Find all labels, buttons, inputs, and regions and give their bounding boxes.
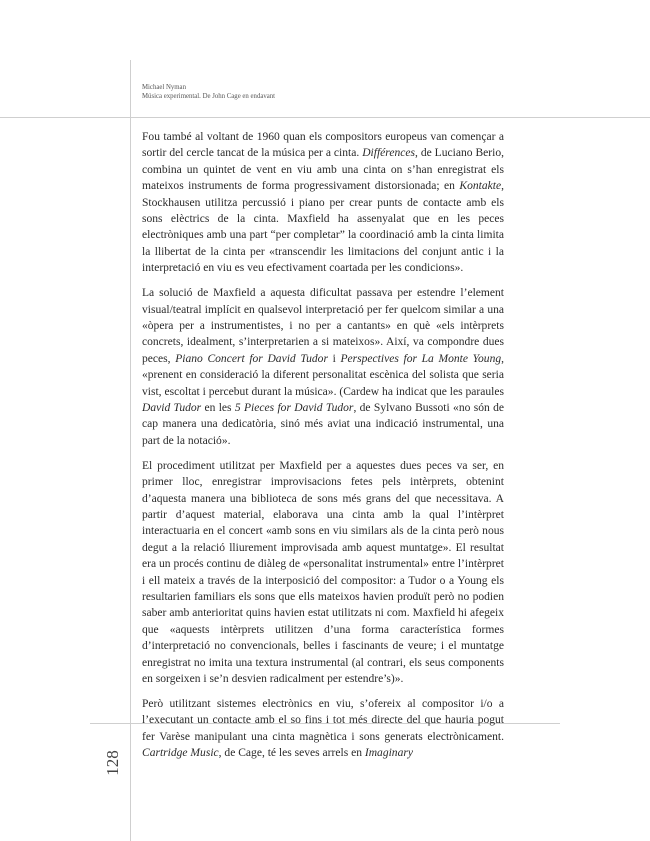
text-run: , de Luciano Berio, combina un quintet de vent en viu amb una cinta on s’han enregistrat els mateixos instruments de forma progressivament distorsionada; en (142, 147, 504, 193)
text-run: i (327, 352, 341, 365)
paragraph (142, 458, 504, 688)
italic-title: Imaginary (364, 747, 413, 760)
italic-title: David Tudor (142, 402, 202, 414)
text-run: en les (201, 402, 235, 414)
paragraph (142, 285, 504, 449)
italic-title: Perspectives for La Monte Young (340, 352, 502, 365)
paragraph (142, 696, 504, 762)
italic-title: Piano Concert for David Tudor (175, 352, 328, 365)
text-run: Fou també al voltant de 1960 quan els compositors europeus van començar a sortir del cercle tancat de la música per a cinta. (142, 131, 504, 160)
italic-title: Cartridge Music (142, 747, 219, 760)
text-run: , Stockhausen utilitza percussió i piano per crear punts de contacte amb els sons elèctrics de la cinta. Maxfield ha assenyalat que en les peces electròniques amb una part “per completar” la coordinació amb la cinta limita la llibertat de la cinta per «transcendir les limitacions del conjunt antic i la interpretació en viu es veu efectivament coartada per les condicions». (142, 180, 504, 275)
running-head-author: Michael Nyman (142, 84, 186, 91)
text-run: , de Cage, té les seves arrels en (218, 747, 365, 760)
margin-rule (130, 84, 131, 841)
running-head-title: Música experimental. De John Cage en endavant (142, 93, 276, 100)
italic-title: 5 Pieces for David Tudor (234, 402, 354, 414)
page-number: 128 (103, 750, 122, 776)
text-run: Però utilitzant sistemes electrònics en viu, s’ofereix al compositor i/o a l’executant un contacte amb el so fins i tot més directe del que hauria pogut fer Varèse manipulant una cinta magnètica i sons generats electrònicament. (142, 697, 504, 743)
body-text (142, 129, 504, 770)
running-head (142, 83, 275, 101)
text-run: , «prenent en consideració la diferent personalitat escènica del solista que seria vist, escoltat i percebut durant la música». (Cardew ha indicat que les paraules (142, 352, 505, 398)
italic-title: Kontakte (459, 180, 502, 193)
text-run: , de Sylvano Bussoti «no són de cap manera una dedicatòria, sinó més aviat una indicació instrumental, una part de la notació». (142, 402, 504, 447)
italic-title: Différences (362, 147, 415, 160)
text-run: La solució de Maxfield a aquesta dificultat passava per estendre l’element visual/teatral implícit en qualsevol interpretació per fer quelcom similar a una «òpera per a instrumentistes, i no per a cantants» en què «els intèrprets concrets, idealment, s’interpretarien a si mateixos». Així, va compondre dues peces, (142, 287, 504, 365)
text-run: El procediment utilitzat per Maxfield per a aquestes dues peces va ser, en primer lloc, enregistrar improvisacions fetes pels intèrprets, obtenint d’aquesta manera una biblioteca de sons més grans del que necessitava. A partir d’aquest material, elaborava una cinta amb la qual l’intèrpret interactuaria en el concert «amb sons en viu similars als de la cinta però nous degut a la relació lliurement improvisada amb aquest muntatge». El resultat era un procés continu de diàleg de «personalitat instrumental» entre l’intèrpret i ell mateix a través de la interposició del compositor: a Tudor o a Young els resultarien familiars els sons que ells mateixos havien produït però no podien saber amb anterioritat quins havien estat utilitzats ni com. Maxfield hi afegeix que «aquests intèrprets utilitzen d’una forma característica formes d’interpretació no convencionals, belles i fascinants de veure; i el muntatge enregistrat no imita una textura instrumental (al contrari, els seus components en sorgeixen i se’n desvien radicalment per estendre’s)». (142, 459, 504, 685)
header-rule (0, 117, 650, 118)
margin-rule-top (130, 60, 131, 84)
paragraph (142, 129, 504, 277)
